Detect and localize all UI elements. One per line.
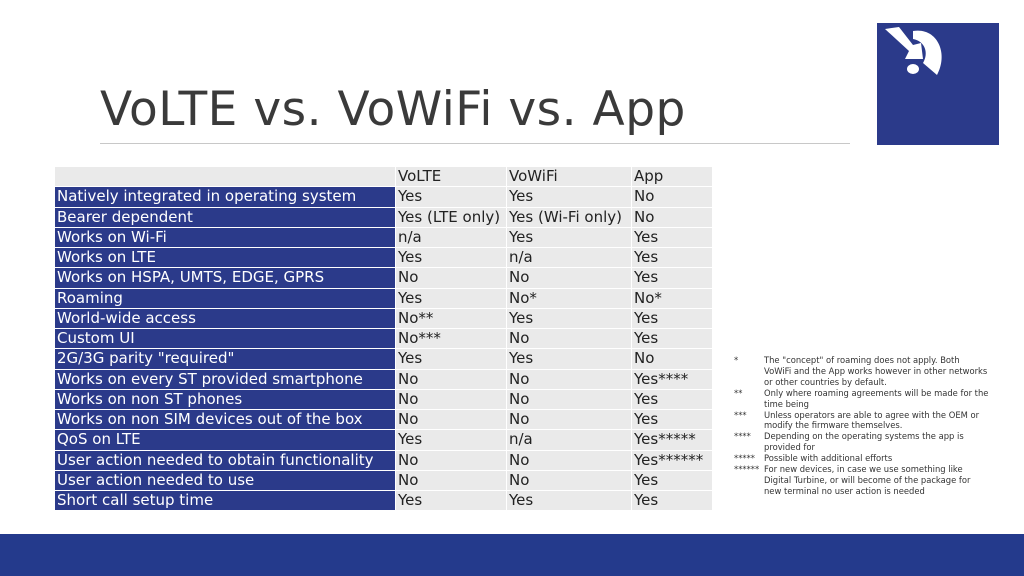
table-row [55, 389, 713, 409]
row-label-cell: Works on LTE [55, 248, 396, 268]
row-label-cell: QoS on LTE [55, 430, 396, 450]
value-cell: Yes****** [632, 450, 713, 470]
table-row [55, 491, 713, 511]
table-row [55, 369, 713, 389]
value-cell: No*** [396, 329, 507, 349]
row-label-cell: Short call setup time [55, 491, 396, 511]
table-row [55, 227, 713, 247]
value-cell: Yes [632, 491, 713, 511]
table-row [55, 349, 713, 369]
value-cell: Yes [396, 288, 507, 308]
value-cell: Yes (Wi-Fi only) [507, 207, 632, 227]
footnote-text: The "concept" of roaming does not apply. Both VoWiFi and the App works however in other networks or other countries by default. [764, 355, 988, 387]
value-cell: No [396, 450, 507, 470]
row-label-cell: User action needed to obtain functionality [55, 450, 396, 470]
logo-box [877, 23, 999, 145]
row-label-cell: Works on non ST phones [55, 389, 396, 409]
value-cell: No [396, 410, 507, 430]
value-cell: Yes [396, 430, 507, 450]
value-cell: No [632, 207, 713, 227]
value-cell: Yes [632, 227, 713, 247]
value-cell: Yes [632, 268, 713, 288]
footnote-mark: *** [734, 409, 747, 420]
value-cell: n/a [396, 227, 507, 247]
value-cell: No [396, 369, 507, 389]
value-cell: n/a [507, 248, 632, 268]
footnote-text: Depending on the operating systems the app is provided for [764, 431, 964, 453]
value-cell: Yes (LTE only) [396, 207, 507, 227]
row-label-cell: Works on HSPA, UMTS, EDGE, GPRS [55, 268, 396, 288]
row-label-cell: Custom UI [55, 329, 396, 349]
table-row [55, 308, 713, 328]
table-row [55, 207, 713, 227]
header-cell-1: VoLTE [396, 167, 507, 187]
row-label-cell: 2G/3G parity "required" [55, 349, 396, 369]
table-row [55, 268, 713, 288]
value-cell: No [396, 470, 507, 490]
value-cell: Yes***** [632, 430, 713, 450]
value-cell: No** [396, 308, 507, 328]
value-cell: No [396, 389, 507, 409]
value-cell: No [632, 187, 713, 207]
table-row [55, 329, 713, 349]
footnote [734, 431, 989, 453]
header-cell-2: VoWiFi [507, 167, 632, 187]
footnote-text: Only where roaming agreements will be made for the time being [764, 387, 989, 409]
table-row [55, 450, 713, 470]
value-cell: No [507, 470, 632, 490]
row-label-cell: Roaming [55, 288, 396, 308]
value-cell: No [507, 389, 632, 409]
value-cell: Yes [396, 491, 507, 511]
value-cell: Yes [507, 308, 632, 328]
row-label-cell: World-wide access [55, 308, 396, 328]
value-cell: Yes [507, 349, 632, 369]
footnote-text: Possible with additional efforts [764, 453, 893, 464]
value-cell: Yes [632, 410, 713, 430]
table-row [55, 187, 713, 207]
footnote [734, 410, 989, 432]
row-label-cell: Works on Wi-Fi [55, 227, 396, 247]
row-label-cell: Bearer dependent [55, 207, 396, 227]
value-cell: Yes [396, 349, 507, 369]
row-label-cell: User action needed to use [55, 470, 396, 490]
value-cell: No [396, 268, 507, 288]
value-cell: No [507, 410, 632, 430]
value-cell: Yes [632, 248, 713, 268]
value-cell: Yes**** [632, 369, 713, 389]
title-divider [100, 143, 850, 144]
footnote [734, 453, 989, 464]
value-cell: No [507, 450, 632, 470]
footnote-text: Unless operators are able to agree with the OEM or modify the firmware themselves. [764, 409, 980, 431]
value-cell: Yes [632, 329, 713, 349]
footnote [734, 355, 989, 388]
value-cell: No [632, 349, 713, 369]
value-cell: No [507, 268, 632, 288]
footnote-mark: **** [734, 431, 751, 442]
value-cell: Yes [396, 248, 507, 268]
table-header-row [55, 167, 713, 187]
value-cell: Yes [632, 308, 713, 328]
value-cell: Yes [507, 227, 632, 247]
row-label-cell: Works on non SIM devices out of the box [55, 410, 396, 430]
value-cell: n/a [507, 430, 632, 450]
footnote [734, 464, 989, 497]
value-cell: No [507, 329, 632, 349]
footnote-mark: ** [734, 387, 743, 398]
value-cell: Yes [396, 187, 507, 207]
row-label-cell: Works on every ST provided smartphone [55, 369, 396, 389]
footnote-mark: ****** [734, 464, 760, 475]
row-label-cell: Natively integrated in operating system [55, 187, 396, 207]
value-cell: No [507, 369, 632, 389]
footnote [734, 388, 989, 410]
value-cell: No* [507, 288, 632, 308]
table-row [55, 470, 713, 490]
header-cell-3: App [632, 167, 713, 187]
value-cell: Yes [632, 470, 713, 490]
value-cell: Yes [507, 187, 632, 207]
slide-title: VoLTE vs. VoWiFi vs. App [100, 82, 686, 137]
footnote-text: For new devices, in case we use something like Digital Turbine, or will become of the package for new terminal no user action is needed [764, 464, 971, 496]
value-cell: Yes [632, 389, 713, 409]
table-row [55, 410, 713, 430]
value-cell: No* [632, 288, 713, 308]
comparison-table [54, 166, 713, 511]
bottom-bar [0, 534, 1024, 576]
footnotes [734, 355, 989, 497]
header-cell-0 [55, 167, 396, 187]
table-row [55, 288, 713, 308]
footnote-mark: * [734, 355, 739, 365]
value-cell: Yes [507, 491, 632, 511]
exclamation-arrow-logo-icon [877, 23, 999, 145]
table-row [55, 430, 713, 450]
table-row [55, 248, 713, 268]
footnote-mark: ***** [734, 453, 755, 464]
